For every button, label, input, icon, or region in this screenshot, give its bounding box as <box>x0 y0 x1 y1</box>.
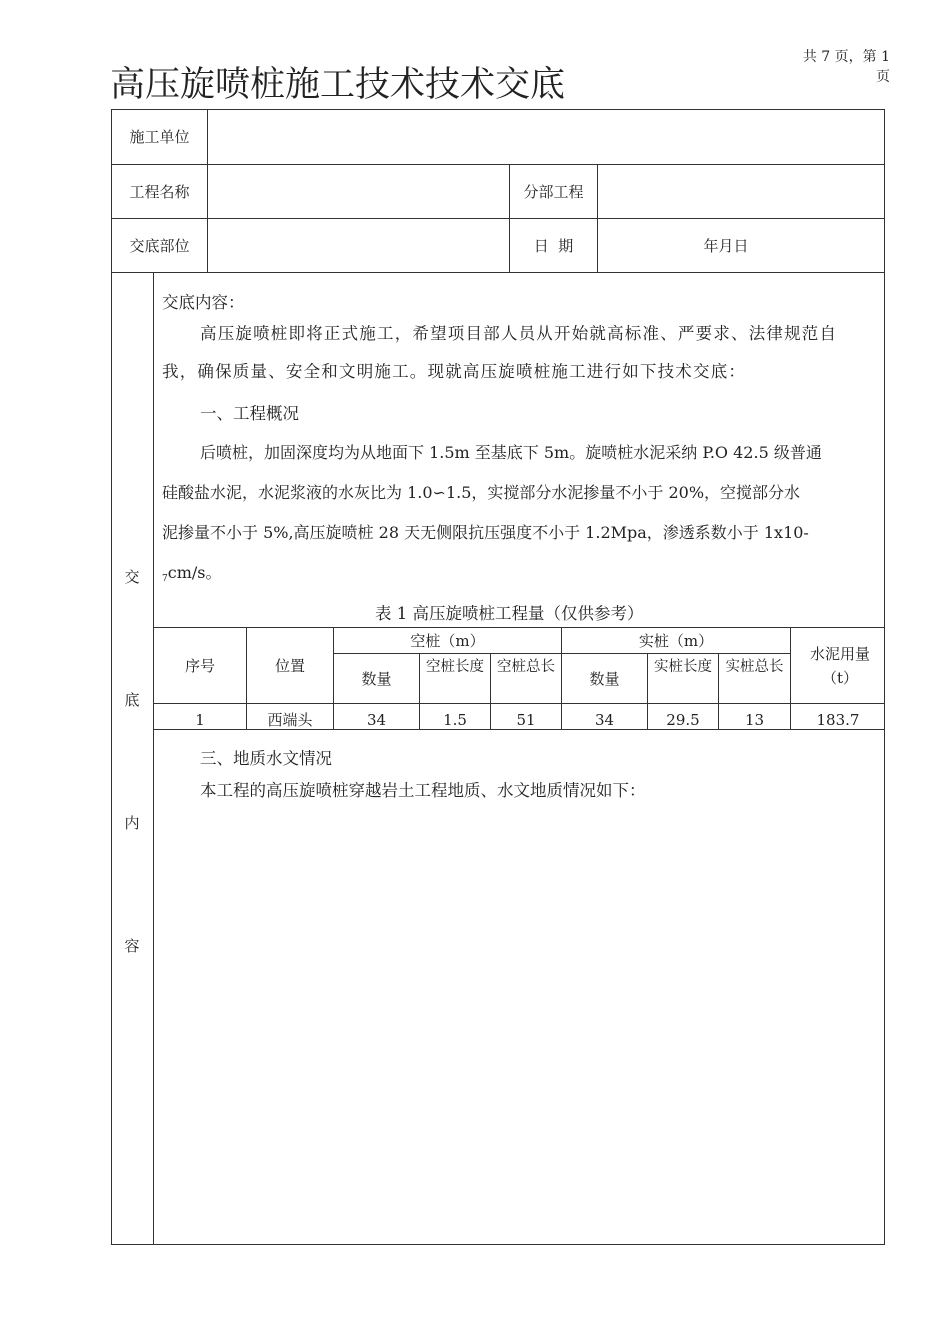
table-header-cement: 水泥用量（t） <box>809 644 870 687</box>
table-cell: 183.7 <box>816 711 860 729</box>
page-number: 共 7 页，第 1 页 <box>802 49 890 85</box>
date-label: 日 期 <box>533 236 574 255</box>
table-cell: 西端头 <box>267 711 313 729</box>
geology-paragraph: 本工程的高压旋喷桩穿越岩土工程地质、水文地质情况如下： <box>200 781 646 800</box>
subproject-label: 分部工程 <box>523 182 584 201</box>
intro-paragraph: 高压旋喷桩即将正式施工，希望项目部人员从开始就高标准、严要求、法律规范自 <box>200 324 838 343</box>
unit-text: cm/s。 <box>167 563 222 582</box>
side-label-char: 内 <box>124 814 140 832</box>
table-header-position: 位置 <box>274 656 305 675</box>
subproject-value <box>598 165 884 218</box>
overview-paragraph: 泥掺量不小于 5%,高压旋喷桩 28 天无侧限抗压强度不小于 1.2Mpa，渗透系数小于 1x10- <box>162 523 809 542</box>
table-cell: 34 <box>594 711 615 729</box>
table-cell: 1.5 <box>443 711 467 729</box>
project-label: 工程名称 <box>129 182 190 201</box>
table-subheader: 空桩总长 <box>497 659 555 675</box>
table-line <box>333 653 791 654</box>
table-cell: 34 <box>366 711 387 729</box>
document-title: 高压旋喷桩施工技术技术交底 <box>110 65 566 105</box>
table-cell: 51 <box>516 711 536 729</box>
location-label: 交底部位 <box>129 236 190 255</box>
exponent: 7 <box>162 574 168 584</box>
table-header-empty-pile: 空桩（m） <box>410 631 485 650</box>
section-heading: 一、工程概况 <box>200 404 299 423</box>
side-label-char: 底 <box>124 691 140 709</box>
location-value <box>208 219 509 272</box>
overview-paragraph: 硅酸盐水泥，水泥浆液的水灰比为 1.0∽1.5，实搅部分水泥掺量不小于 20%，空搅部分水 <box>162 483 801 502</box>
side-column-divider <box>153 272 154 1245</box>
table-header-solid-pile: 实桩（m） <box>638 631 714 650</box>
table-subheader: 数量 <box>589 670 620 688</box>
section-heading: 三、地质水文情况 <box>200 749 332 768</box>
unit-label: 施工单位 <box>129 128 190 146</box>
side-label-char: 容 <box>124 937 140 955</box>
table-line <box>153 703 885 704</box>
table-header-seq: 序号 <box>184 656 215 675</box>
table-subheader: 实桩总长 <box>725 659 784 675</box>
overview-paragraph: 后喷桩，加固深度均为从地面下 1.5m 至基底下 5m。旋喷桩水泥采纳 P.O 42.5 级普通 <box>200 443 822 462</box>
project-value <box>208 165 509 218</box>
date-value: 年月日 <box>703 236 749 255</box>
intro-paragraph: 我，确保质量、安全和文明施工。现就高压旋喷桩施工进行如下技术交底： <box>162 362 747 381</box>
content-heading: 交底内容： <box>162 293 245 312</box>
side-label-char: 交 <box>124 568 140 586</box>
table-cell: 13 <box>744 711 765 729</box>
table-cell: 29.5 <box>666 711 700 729</box>
table-subheader: 实桩长度 <box>654 659 712 675</box>
row-divider <box>111 272 885 273</box>
table-caption: 表 1 高压旋喷桩工程量（仅供参考） <box>375 604 644 623</box>
table-subheader: 数量 <box>361 670 392 688</box>
table-subheader: 空桩长度 <box>426 659 484 675</box>
overview-paragraph-end <box>162 560 221 584</box>
table-bottom-border <box>153 729 885 730</box>
unit-value <box>208 110 884 164</box>
table-cell: 1 <box>195 711 205 729</box>
